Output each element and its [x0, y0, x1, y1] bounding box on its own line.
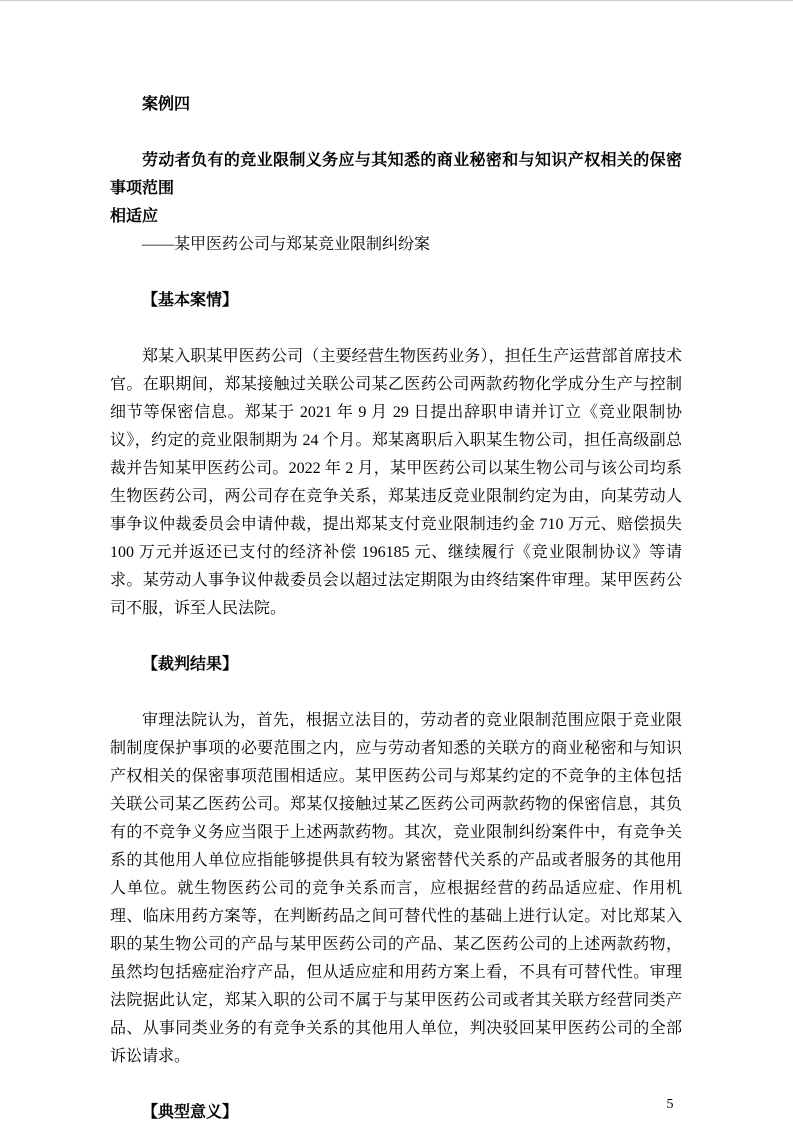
paragraph-basic-facts: 郑某入职某甲医药公司（主要经营生物医药业务），担任生产运营部首席技术官。在职期间，郑某接触过关联公司某乙医药公司两款药物化学成分生产与控制细节等保密信息。郑某于 2021 年 9 月 29 日提出辞职申请并订立《竞业限制协议》，约定的竞业限制期为 24 个月。郑某离职后入职某生物公司，担任高级副总裁并告知某甲医药公司。2022 年 2 月，某甲医药公司以某生物公司与该公司均系生物医药公司，两公司存在竞争关系，郑某违反竞业限制约定为由，向某劳动人事争议仲裁委员会申请仲裁，提出郑某支付竞业限制违约金 710 万元、赔偿损失 100 万元并返还已支付的经济补偿 196185 元、继续履行《竞业限制协议》等请求。某劳动人事争议仲裁委员会以超过法定期限为由终结案件审理。某甲医药公司不服，诉至人民法院。 [110, 348, 682, 617]
section-heading-judgment-result: 【裁判结果】 [142, 656, 239, 673]
section-heading-typical-significance: 【典型意义】 [142, 1104, 239, 1121]
case-subtitle: ——某甲医药公司与郑某竞业限制纠纷案 [142, 236, 431, 253]
document-title [110, 147, 682, 231]
section-heading-basic-facts: 【基本案情】 [142, 292, 239, 309]
document-content [0, 1, 793, 1122]
case-label: 案例四 [142, 96, 191, 113]
document-title-line-2: 相适应 [110, 208, 159, 225]
document-title-line-1: 劳动者负有的竞业限制义务应与其知悉的商业秘密和与知识产权相关的保密事项范围 [110, 152, 682, 197]
page-number: 5 [666, 1097, 674, 1112]
paragraph-judgment-result: 审理法院认为，首先，根据立法目的，劳动者的竞业限制范围应限于竞业限制制度保护事项的必要范围之内，应与劳动者知悉的关联方的商业秘密和与知识产权相关的保密事项范围相适应。某甲医药公司与郑某约定的不竞争的主体包括关联公司某乙医药公司。郑某仅接触过某乙医药公司两款药物的保密信息，其负有的不竞争义务应当限于上述两款药物。其次，竞业限制纠纷案件中，有竞争关系的其他用人单位应指能够提供具有较为紧密替代关系的产品或者服务的其他用人单位。就生物医药公司的竞争关系而言，应根据经营的药品适应症、作用机理、临床用药方案等，在判断药品之间可替代性的基础上进行认定。对比郑某入职的某生物公司的产品与某甲医药公司的产品、某乙医药公司的上述两款药物，虽然均包括癌症治疗产品，但从适应症和用药方案上看，不具有可替代性。审理法院据此认定，郑某入职的公司不属于与某甲医药公司或者其关联方经营同类产品、从事同类业务的有竞争关系的其他用人单位，判决驳回某甲医药公司的全部诉讼请求。 [110, 712, 682, 1065]
